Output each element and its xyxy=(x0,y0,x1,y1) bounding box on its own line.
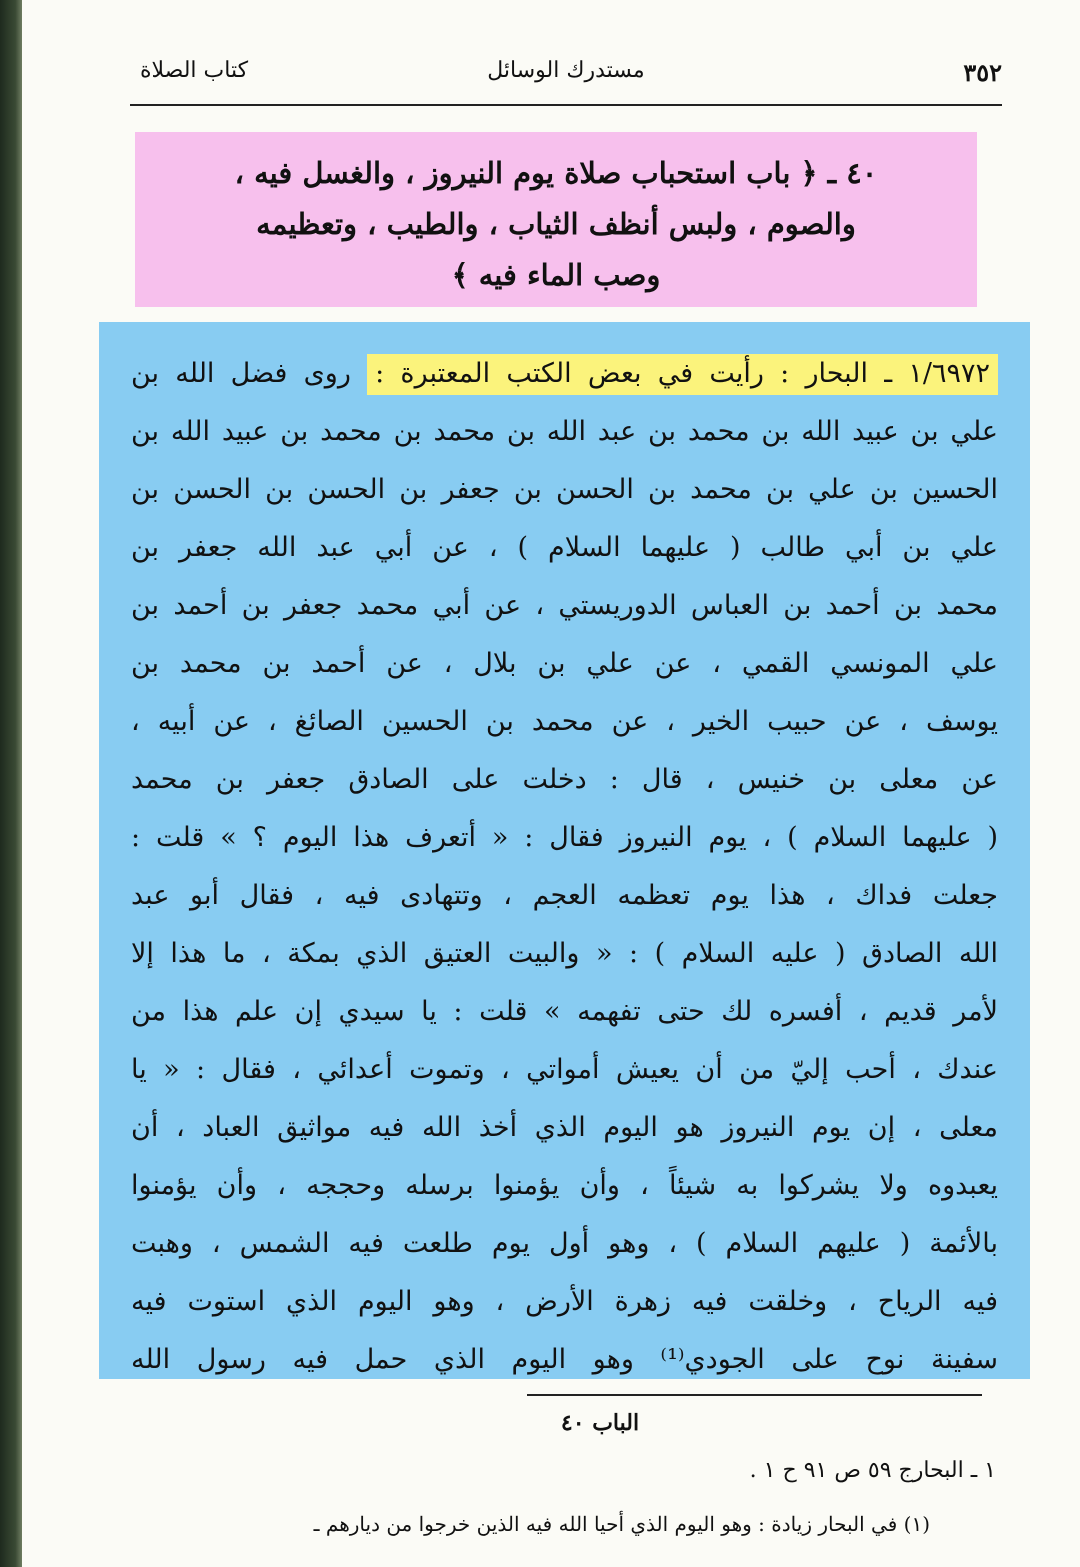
hadith-line-rest: روى فضل الله بن xyxy=(131,358,351,389)
hadith-line: بالأئمة ( عليهم السلام ) ، وهو أول يوم طلعت فيه الشمس ، وهبت xyxy=(131,1228,998,1259)
hadith-line: ( عليهما السلام ) ، يوم النيروز فقال : « أتعرف هذا اليوم ؟ » قلت : xyxy=(131,822,998,853)
hadith-line: علي بن عبيد الله بن محمد بن عبد الله بن محمد بن محمد بن عبيد الله بن xyxy=(131,416,998,447)
chapter-heading-box xyxy=(135,132,977,307)
header-rule xyxy=(130,104,1002,106)
hadith-line: محمد بن أحمد بن العباس الدوريستي ، عن أبي محمد جعفر بن أحمد بن xyxy=(131,590,998,621)
page-number: ٣٥٢ xyxy=(963,58,1002,87)
hadith-line: علي بن أبي طالب ( عليهما السلام ) ، عن أبي عبد الله جعفر بن xyxy=(131,532,998,563)
hadith-line: يعبدوه ولا يشركوا به شيئاً ، وأن يؤمنوا برسله وحججه ، وأن يؤمنوا xyxy=(131,1170,998,1201)
book-spine xyxy=(0,0,22,1567)
hadith-line: يوسف ، عن حبيب الخير ، عن محمد بن الحسين الصائغ ، عن أبيه ، xyxy=(131,706,998,737)
hadith-source-highlight: ١/٦٩٧٢ ـ البحار : رأيت في بعض الكتب المعتبرة : xyxy=(367,354,998,395)
hadith-line: لأمر قديم ، أفسره لك حتى تفهمه » قلت : يا سيدي إن علم هذا من xyxy=(131,996,998,1027)
running-head xyxy=(130,52,1002,96)
hadith-line: فيه الرياح ، وخلقت فيه زهرة الأرض ، وهو اليوم الذي استوت فيه xyxy=(131,1286,998,1317)
hadith-line xyxy=(131,345,998,403)
hadith-line: عندك ، أحب إليّ من أن يعيش أمواتي ، وتموت أعدائي ، فقال : « يا xyxy=(131,1054,998,1085)
footnote-source: ١ ـ البحارج ٥٩ ص ٩١ ح ١ . xyxy=(749,1458,996,1483)
chapter-heading-line: وصب الماء فيه ﴾ xyxy=(451,258,661,292)
book-title: مستدرك الوسائل xyxy=(487,58,645,83)
hadith-line: الحسين بن علي بن محمد بن الحسن بن جعفر بن الحسن بن الحسن بن xyxy=(131,474,998,505)
hadith-text-box xyxy=(99,322,1030,1379)
chapter-heading-line: ٤٠ ـ ﴿ باب استحباب صلاة يوم النيروز ، والغسل فيه ، xyxy=(234,156,878,190)
hadith-line: عن معلى بن خنيس ، قال : دخلت على الصادق جعفر بن محمد xyxy=(131,764,998,795)
footnote-section-label: الباب ٤٠ xyxy=(560,1410,640,1436)
chapter-name: كتاب الصلاة xyxy=(140,58,249,83)
footnote-rule xyxy=(527,1394,982,1396)
hadith-text xyxy=(131,345,998,1389)
hadith-line: سفينة نوح على الجودي⁽¹⁾ وهو اليوم الذي حمل فيه رسول الله xyxy=(131,1344,998,1375)
hadith-line: جعلت فداك ، هذا يوم تعظمه العجم ، وتتهادى فيه ، فقال أبو عبد xyxy=(131,880,998,911)
chapter-heading xyxy=(165,148,947,301)
hadith-line: الله الصادق ( عليه السلام ) : « والبيت العتيق الذي بمكة ، ما هذا إلا xyxy=(131,938,998,969)
chapter-heading-line: والصوم ، ولبس أنظف الثياب ، والطيب ، وتعظيمه xyxy=(256,207,856,241)
hadith-line: علي المونسي القمي ، عن علي بن بلال ، عن أحمد بن محمد بن xyxy=(131,648,998,679)
footnote-note: (١) في البحار زيادة : وهو اليوم الذي أحيا الله فيه الذين خرجوا من ديارهم ـ xyxy=(313,1512,930,1536)
hadith-line: معلى ، إن يوم النيروز هو اليوم الذي أخذ الله فيه مواثيق العباد ، أن xyxy=(131,1112,998,1143)
